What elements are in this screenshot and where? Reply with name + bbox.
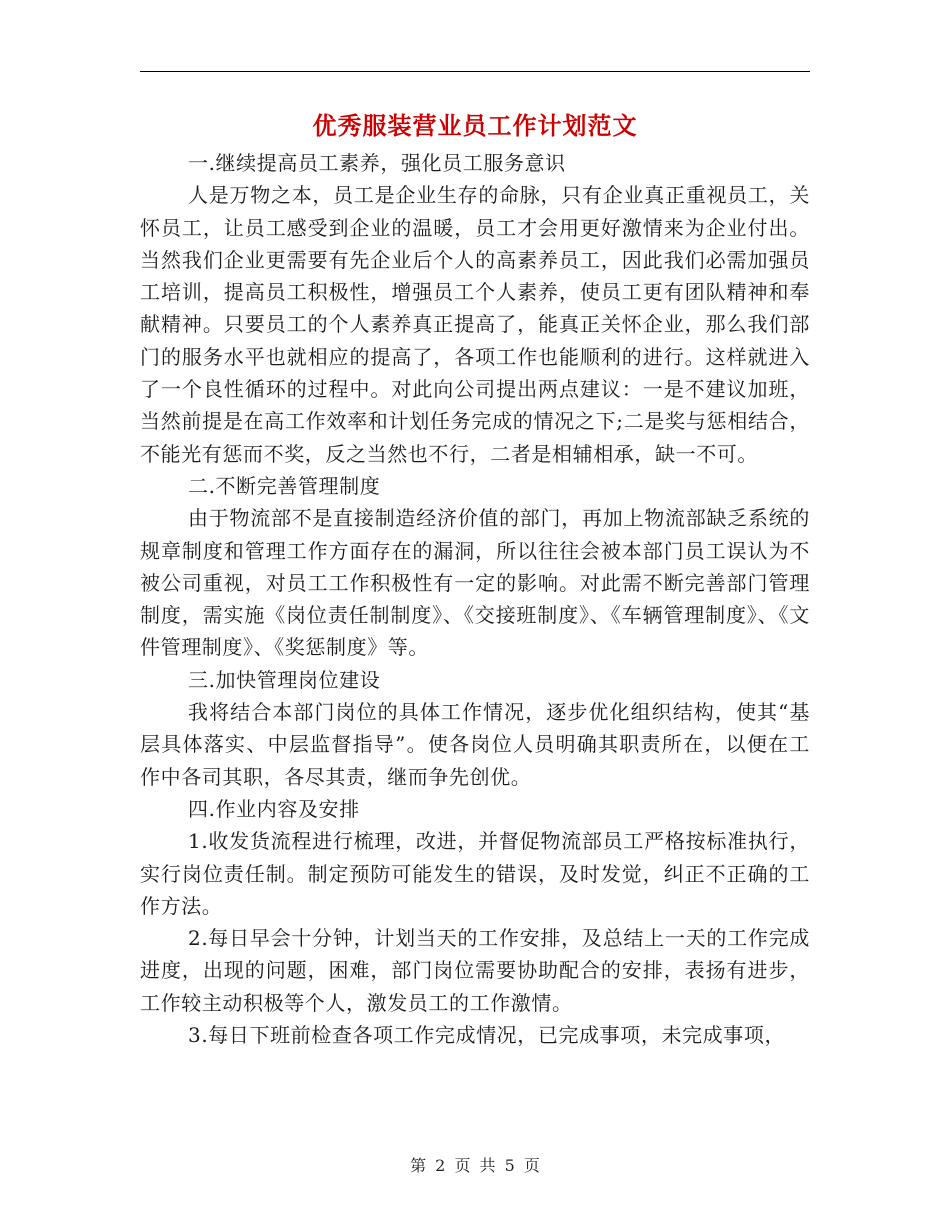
section-heading-1: 一.继续提高员工素养，强化员工服务意识	[188, 151, 566, 175]
page-footer: 第 2 页 共 5 页	[410, 1156, 540, 1175]
document-body	[140, 147, 810, 1051]
list-item-2: 2.每日早会十分钟，计划当天的工作安排，及总结上一天的工作完成进度，出现的问题，困难，部门岗位需要协助配合的安排，表扬有进步，工作较主动积极等个人，激发员工的工作激情。	[140, 926, 810, 1015]
section-heading-3: 三.加快管理岗位建设	[188, 667, 381, 692]
document-title: 优秀服装营业员工作计划范文	[312, 111, 638, 140]
header-rule	[140, 71, 810, 72]
section-heading-4: 四.作业内容及安排	[188, 796, 360, 821]
list-item-3: 3.每日下班前检查各项工作完成情况，已完成事项，未完成事项，	[188, 1023, 786, 1048]
list-item-1: 1.收发货流程进行梳理，改进，并督促物流部员工严格按标准执行，实行岗位责任制。制定预防可能发生的错误，及时发觉，纠正不正确的工作方法。	[140, 829, 810, 918]
section-heading-2: 二.不断完善管理制度	[188, 473, 381, 498]
paragraph-2: 由于物流部不是直接制造经济价值的部门，再加上物流部缺乏系统的规章制度和管理工作方面存在的漏洞，所以往往会被本部门员工误认为不被公司重视，对员工工作积极性有一定的影响。对此需不断完善部门管理制度，需实施《岗位责任制制度》、《交接班制度》、《车辆管理制度》、《文件管理制度》、《奖惩制度》等。	[140, 506, 810, 660]
paragraph-1: 人是万物之本，员工是企业生存的命脉，只有企业真正重视员工，关怀员工，让员工感受到企业的温暖，员工才会用更好激情来为企业付出。当然我们企业更需要有先企业后个人的高素养员工，因此我们必需加强员工培训，提高员工积极性，增强员工个人素养，使员工更有团队精神和奉献精神。只要员工的个人素养真正提高了，能真正关怀企业，那么我们部门的服务水平也就相应的提高了，各项工作也能顺利的进行。这样就进入了一个良性循环的过程中。对此向公司提出两点建议：一是不建议加班，当然前提是在高工作效率和计划任务完成的情况之下;二是奖与惩相结合，不能光有惩而不奖，反之当然也不行，二者是相辅相承，缺一不可。	[140, 183, 810, 466]
paragraph-3: 我将结合本部门岗位的具体工作情况，逐步优化组织结构，使其“基层具体落实、中层监督指导”。使各岗位人员明确其职责所在，以便在工作中各司其职，各尽其责，继而争先创优。	[140, 700, 810, 789]
